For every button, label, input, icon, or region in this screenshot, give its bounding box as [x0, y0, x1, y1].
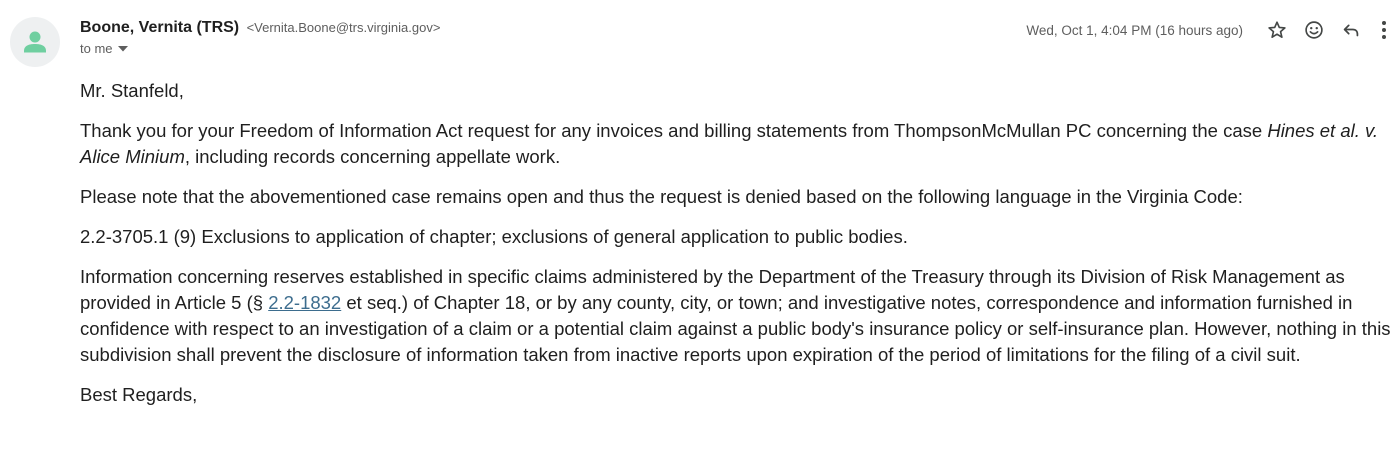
request-text-end: , including records concerning appellate work.	[184, 146, 561, 167]
paragraph-denial: Please note that the abovementioned case remains open and thus the request is denied based on the following language in the Virginia Code:	[80, 186, 1243, 207]
code-text-end: et seq.) of Chapter 18, or by any county, city, or town; and investigative notes, correspondence and information furnished in confidence with respect to an investigation of a claim or a potential claim against a public body's insurance policy or self-insurance plan. However, nothing in this subdivision shall prevent the disclosure of information taken from inactive reports upon expiration of the period of limitations for the filing of a civil suit.	[80, 292, 1391, 365]
reply-icon[interactable]	[1334, 14, 1368, 46]
code-text-start: Information concerning reserves established in specific claims administered by the Department of the Treasury through its Division of Risk Management as provided in Article 5 (§	[80, 266, 1345, 313]
request-text-start: Thank you for your Freedom of Information Act request for any invoices and billing statements from ThompsonMcMullan PC concerning the case	[80, 120, 1268, 141]
sender-email[interactable]: <Vernita.Boone@trs.virginia.gov>	[246, 20, 441, 35]
caret-down-icon[interactable]	[118, 46, 128, 52]
recipient-details[interactable]	[80, 41, 440, 56]
message-header	[80, 17, 440, 56]
message-body	[80, 78, 1396, 422]
paragraph-code-text	[80, 264, 1396, 368]
sender-name[interactable]: Boone, Vernita (TRS)	[80, 19, 240, 36]
message-date[interactable]: Wed, Oct 1, 4:04 PM (16 hours ago)	[1026, 22, 1243, 38]
paragraph-code-section: 2.2-3705.1 (9) Exclusions to application of chapter; exclusions of general application to public bodies.	[80, 226, 908, 247]
case-name: Hines et al. v. Alice Minium	[80, 120, 1379, 167]
code-link[interactable]: 2.2-1832	[268, 292, 342, 313]
sender-line	[80, 17, 440, 39]
closing: Best Regards,	[80, 384, 198, 405]
message-actions	[1026, 14, 1396, 46]
paragraph-request	[80, 118, 1396, 170]
more-vert-icon[interactable]	[1372, 14, 1396, 46]
person-icon	[10, 17, 60, 67]
star-icon[interactable]	[1260, 14, 1294, 46]
sender-avatar[interactable]	[10, 17, 60, 67]
greeting: Mr. Stanfeld,	[80, 80, 184, 101]
emoji-icon[interactable]	[1297, 14, 1331, 46]
recipient-label: to me	[80, 41, 113, 56]
